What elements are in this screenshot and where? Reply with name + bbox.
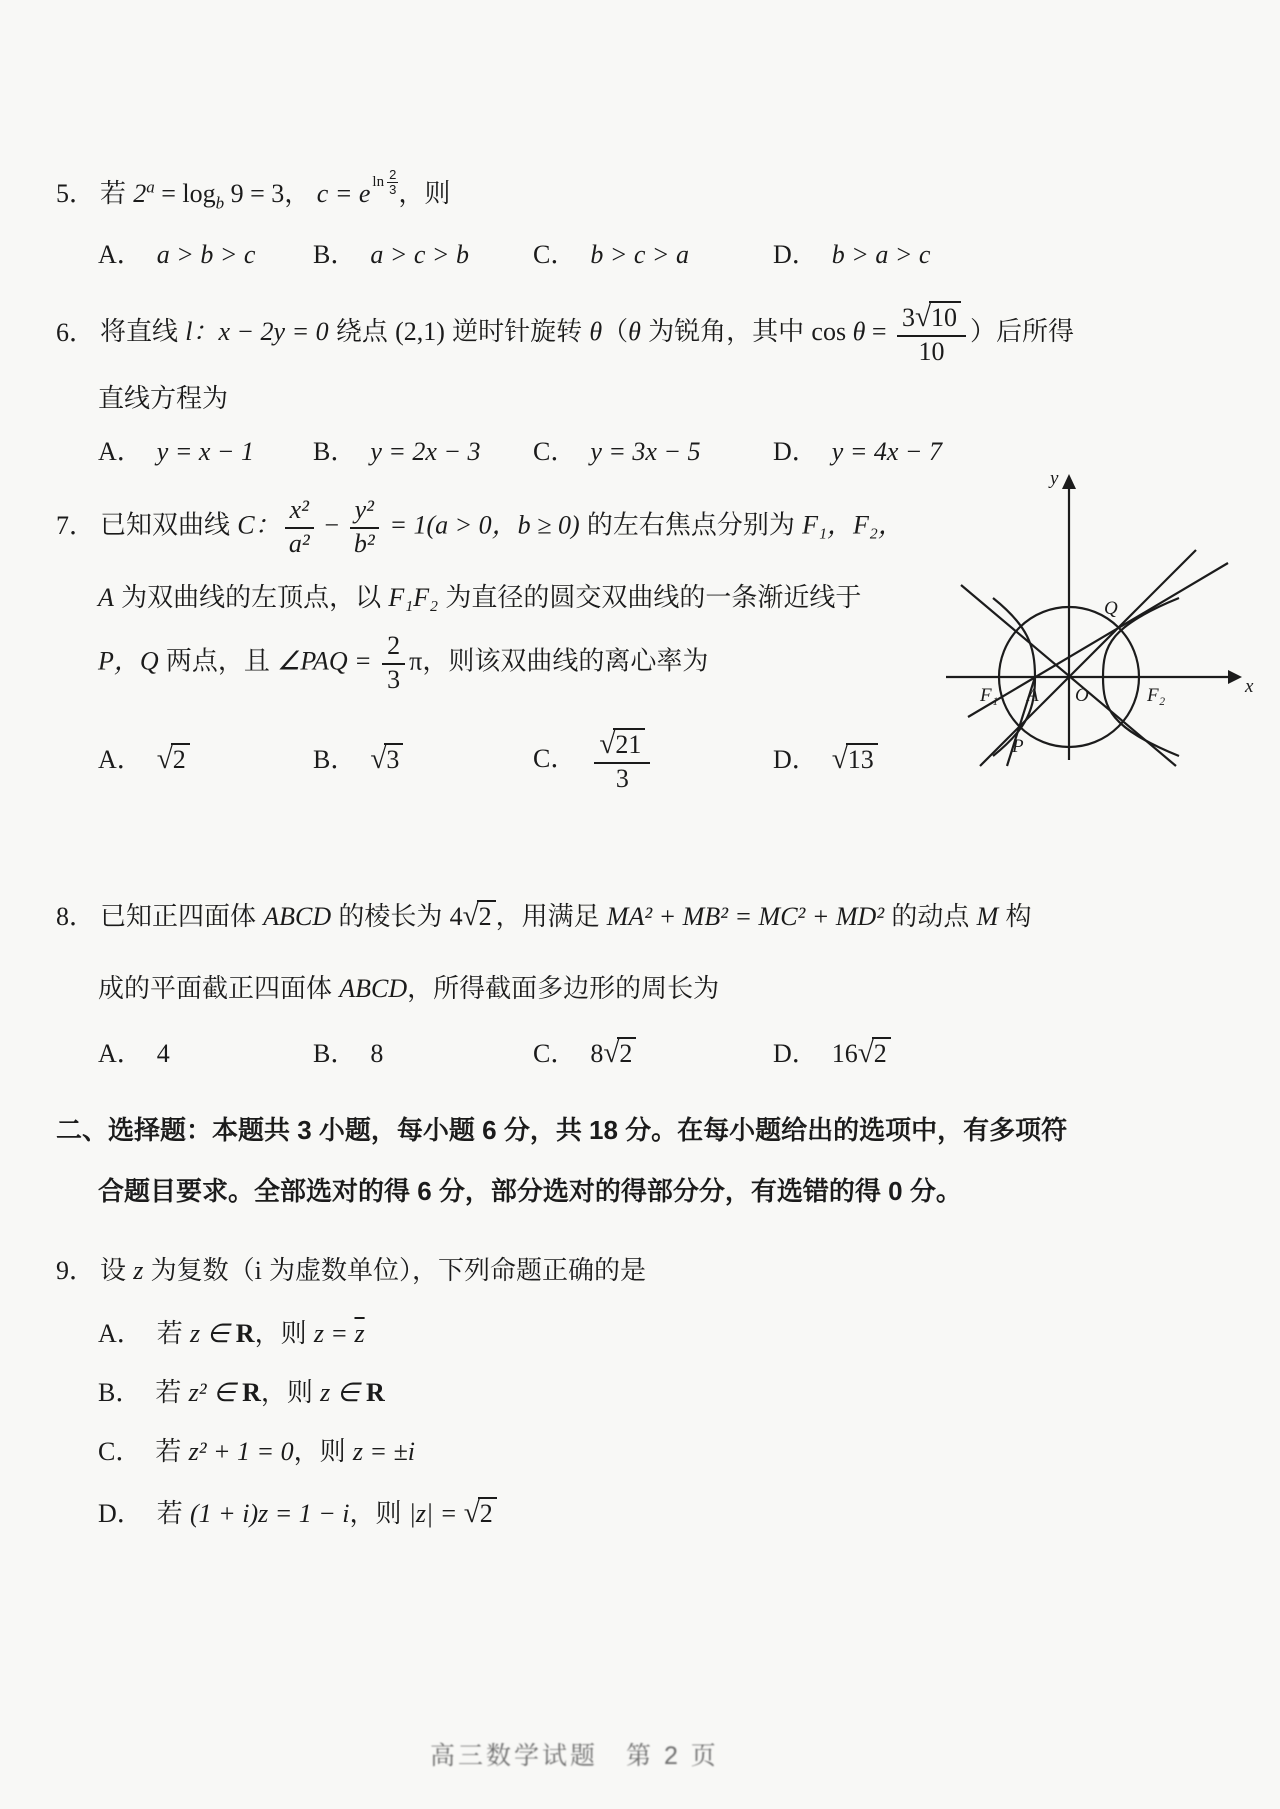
- math-token: (2,1): [395, 317, 445, 347]
- square-root: [603, 1036, 636, 1069]
- question-8-line2: [0, 971, 1280, 1006]
- option-value: a > c > b: [370, 240, 469, 270]
- radicand: 2: [617, 1037, 636, 1068]
- option-d: [773, 1034, 1280, 1073]
- math-token: M: [976, 902, 999, 932]
- set-r-symbol: R: [242, 1378, 261, 1408]
- math-token: c = e: [316, 179, 371, 209]
- option-label: A．: [98, 1319, 143, 1349]
- text-token: 直线方程为: [98, 382, 229, 413]
- radical-sign: √: [915, 301, 932, 334]
- option-label: D．: [773, 1038, 818, 1068]
- option-label: C．: [533, 1038, 577, 1068]
- figure-label-p: P: [1012, 736, 1024, 757]
- question-number: 8．: [56, 902, 96, 932]
- option-label: A．: [98, 745, 143, 775]
- radicand: 2: [171, 743, 190, 774]
- option-value: y = 4x − 7: [831, 437, 942, 467]
- numerator: 2: [389, 167, 397, 182]
- square-root: [370, 745, 403, 774]
- radical-sign: √: [462, 900, 479, 933]
- option-b: [313, 1036, 533, 1071]
- option-value: 4: [156, 1038, 170, 1068]
- question-8: [0, 897, 1280, 1073]
- math-token: −: [317, 510, 346, 540]
- option-a: [98, 1036, 313, 1071]
- numerator: x²: [285, 495, 314, 529]
- text-token: 的动点: [884, 901, 977, 932]
- option-b: [313, 434, 533, 469]
- math-token: F₁F₂: [388, 583, 439, 613]
- option-c: [533, 237, 773, 272]
- option-label: A．: [98, 437, 143, 467]
- math-token: A: [98, 583, 114, 613]
- math-token: |z| =: [408, 1498, 464, 1528]
- text-token: 将直线: [100, 316, 186, 347]
- text-token: ，用满足: [495, 901, 607, 932]
- math-token: MA² + MB² = MC² + MD²: [606, 902, 885, 932]
- page-footer: 高三数学试题 第 2 页: [430, 1742, 719, 1770]
- square-root: [599, 727, 645, 760]
- conjugate-z: $\overline{z}$: [354, 1319, 365, 1349]
- y-axis-arrow: [1062, 474, 1076, 489]
- square-root: [463, 902, 496, 931]
- math-token: 2: [133, 179, 147, 209]
- math-token: i: [254, 1256, 262, 1286]
- option-label: C．: [533, 240, 577, 270]
- option-b: [313, 237, 533, 272]
- option-a: [98, 434, 313, 469]
- radicand: 10: [929, 301, 961, 332]
- option-label: C．: [533, 743, 577, 773]
- text-token: 构: [998, 901, 1032, 932]
- denominator: 3: [615, 763, 629, 793]
- question-9-option-a: [0, 1316, 1280, 1351]
- figure-label-f1: F₁: [980, 685, 999, 706]
- line-aq: [968, 563, 1228, 717]
- option-c: [533, 727, 773, 794]
- denominator: b²: [353, 528, 375, 558]
- square-root: [832, 745, 878, 774]
- radical-sign: √: [603, 1036, 620, 1069]
- text-token: 为锐角，其中: [640, 316, 812, 347]
- x-axis-arrow: [1228, 670, 1242, 684]
- option-d: [773, 237, 1280, 272]
- question-6: [0, 300, 1280, 469]
- math-token: θ: [628, 317, 641, 347]
- radical-sign: √: [599, 727, 616, 760]
- radical-sign: √: [156, 743, 173, 776]
- math-token: F₁，F₂，: [802, 510, 904, 540]
- option-a: [98, 237, 313, 272]
- text-token: 设: [100, 1255, 134, 1286]
- math-token: π: [409, 646, 423, 676]
- option-label: D．: [773, 240, 818, 270]
- figure-label-f2: F₂: [1147, 685, 1166, 706]
- radicand: 13: [846, 743, 878, 774]
- math-token: z² + 1 = 0: [188, 1437, 294, 1467]
- text-token: 若: [155, 1377, 189, 1408]
- math-token: ∠PAQ =: [277, 646, 379, 676]
- numerator: [897, 300, 966, 337]
- option-label: D．: [98, 1498, 143, 1528]
- text-token: ，则: [254, 1318, 314, 1349]
- square-root: [857, 1036, 891, 1069]
- option-value: y = 2x − 3: [370, 437, 481, 467]
- text-token: 两点，且: [158, 645, 278, 676]
- math-token: l：x − 2y = 0: [185, 317, 329, 347]
- math-token: θ: [589, 317, 603, 347]
- ln-token: ln: [372, 174, 385, 191]
- option-label: D．: [773, 745, 818, 775]
- exponent: a: [146, 177, 155, 197]
- fraction: [387, 168, 398, 196]
- question-5-options: [98, 237, 1280, 272]
- text-token: 的棱长为: [331, 901, 450, 932]
- hyperbola-figure: [928, 458, 1268, 776]
- math-token: =: [865, 317, 894, 347]
- math-token: z² ∈: [188, 1378, 243, 1408]
- denominator: 3: [387, 665, 401, 695]
- option-value: y = 3x − 5: [590, 437, 701, 467]
- text-token: ，则: [349, 1497, 409, 1528]
- section-2-line1: 二、选择题：本题共 3 小题，每小题 6 分，共 18 分。在每小题给出的选项中，有多项符: [56, 1114, 1068, 1145]
- square-root: [915, 303, 961, 332]
- math-token: ABCD: [263, 902, 332, 932]
- option-label: B．: [98, 1378, 142, 1408]
- text-token: ）后所得: [970, 316, 1075, 347]
- numerator: y²: [350, 495, 379, 529]
- text-token: 已知正四面体: [100, 901, 264, 932]
- text-token: 为虚数单位），下列命题正确的是: [261, 1255, 647, 1286]
- question-number: 9．: [56, 1256, 96, 1286]
- text-token: 逆时针旋转: [444, 316, 590, 347]
- coefficient: 8: [590, 1038, 604, 1068]
- text-token: ，则: [293, 1436, 353, 1467]
- math-token: θ: [852, 317, 866, 347]
- radical-sign: √: [463, 1496, 480, 1529]
- text-token: 成的平面截正四面体: [98, 972, 340, 1003]
- math-token: z = ±i: [352, 1437, 415, 1467]
- question-9-stem: [0, 1253, 1280, 1288]
- radical-sign: √: [370, 743, 387, 776]
- fraction: [350, 495, 379, 558]
- question-6-line2: [0, 381, 1280, 416]
- section-2-header: [0, 1113, 1280, 1209]
- math-token: z: [133, 1256, 144, 1286]
- question-8-options: [98, 1034, 1280, 1073]
- text-token: ，则: [398, 178, 451, 209]
- radical-sign: √: [831, 743, 848, 776]
- question-number: 6．: [56, 317, 96, 347]
- question-6-stem: [0, 300, 1280, 367]
- text-token: 绕点: [328, 316, 396, 347]
- radicand: 2: [477, 900, 496, 931]
- text-token: （: [602, 316, 629, 347]
- option-value: a > b > c: [156, 240, 256, 270]
- radicand: 2: [478, 1497, 497, 1528]
- text-token: ，则: [260, 1377, 321, 1408]
- text-token: 若: [100, 178, 134, 209]
- section-2-line2: 合题目要求。全部选对的得 6 分，部分选对的得部分分，有选错的得 0 分。: [98, 1176, 962, 1207]
- text-token: ，则该双曲线的离心率为: [422, 645, 709, 676]
- math-token: z ∈: [320, 1378, 366, 1408]
- math-token: ABCD: [339, 973, 408, 1003]
- numerator: 2: [382, 631, 405, 665]
- text-token: 的左右焦点分别为: [579, 509, 803, 540]
- square-root: [463, 1496, 497, 1529]
- text-token: 为直径的圆交双曲线的一条渐近线于: [438, 582, 862, 613]
- option-label: B．: [313, 437, 357, 467]
- text-token: 为复数（: [143, 1255, 255, 1286]
- math-token: P，Q: [98, 646, 159, 676]
- text-token: 若: [155, 1436, 189, 1467]
- question-8-stem: [0, 897, 1280, 936]
- numerator: [594, 727, 650, 764]
- radicand: 21: [613, 728, 645, 759]
- option-label: D．: [773, 437, 818, 467]
- coefficient: 16: [831, 1038, 858, 1068]
- question-9-option-b: [0, 1375, 1280, 1410]
- option-b: [313, 740, 533, 779]
- denominator: 10: [918, 337, 945, 367]
- fraction: [594, 727, 650, 794]
- option-label: B．: [313, 745, 357, 775]
- math-token: z =: [313, 1319, 355, 1349]
- coefficient: 3: [902, 303, 916, 333]
- question-9-option-d: [0, 1494, 1280, 1533]
- text-token: 已知双曲线: [100, 509, 238, 540]
- option-label: C．: [533, 437, 577, 467]
- question-9: [0, 1253, 1280, 1533]
- text-token: ，所得截面多边形的周长为: [407, 972, 720, 1003]
- math-token: (1 + i)z = 1 − i: [190, 1498, 350, 1528]
- math-token: 9 = 3，: [224, 179, 317, 209]
- option-label: C．: [98, 1437, 142, 1467]
- denominator: a²: [288, 528, 310, 558]
- math-token: cos: [811, 317, 853, 347]
- question-number: 5．: [56, 179, 96, 209]
- question-9-option-c: [0, 1434, 1280, 1469]
- set-r-symbol: R: [235, 1319, 255, 1349]
- figure-label-x: x: [1245, 676, 1254, 697]
- question-5-stem: [0, 168, 1280, 215]
- option-label: A．: [98, 1038, 143, 1068]
- square-root: [157, 745, 190, 774]
- math-token: = 1(a > 0，b ≥ 0): [382, 510, 580, 540]
- radicand: 2: [872, 1037, 891, 1068]
- set-r-symbol: R: [365, 1378, 385, 1408]
- coefficient: 4: [449, 902, 463, 932]
- radical-sign: √: [857, 1036, 874, 1069]
- option-label: B．: [313, 1038, 357, 1068]
- figure-label-a: A: [1027, 685, 1039, 706]
- option-c: [533, 1034, 773, 1073]
- option-label: A．: [98, 240, 143, 270]
- fraction: [285, 495, 314, 558]
- text-token: 为双曲线的左顶点，以: [113, 582, 389, 613]
- asymptote-1: [980, 550, 1196, 766]
- math-token: z ∈: [190, 1319, 236, 1349]
- option-value: b > c > a: [590, 240, 689, 270]
- text-token: 若: [156, 1318, 191, 1349]
- figure-label-q: Q: [1104, 598, 1118, 619]
- question-number: 7．: [56, 510, 96, 540]
- exponent: [372, 167, 398, 197]
- question-5: [0, 168, 1280, 272]
- figure-label-y: y: [1050, 468, 1059, 489]
- option-c: [533, 434, 773, 469]
- math-token: = log: [154, 179, 216, 209]
- text-token: 若: [156, 1497, 191, 1528]
- denominator: 3: [389, 181, 397, 197]
- fraction: [897, 300, 966, 367]
- math-token: C：: [237, 510, 281, 540]
- option-value: b > a > c: [831, 240, 931, 270]
- option-a: [98, 740, 313, 779]
- log-base: b: [215, 193, 225, 213]
- option-value: y = x − 1: [156, 437, 254, 467]
- option-value: 8: [370, 1038, 384, 1068]
- radicand: 3: [384, 743, 403, 774]
- hyperbola-figure-svg: [928, 458, 1268, 776]
- fraction: [382, 631, 405, 694]
- figure-label-o: O: [1075, 685, 1089, 706]
- option-label: B．: [313, 240, 357, 270]
